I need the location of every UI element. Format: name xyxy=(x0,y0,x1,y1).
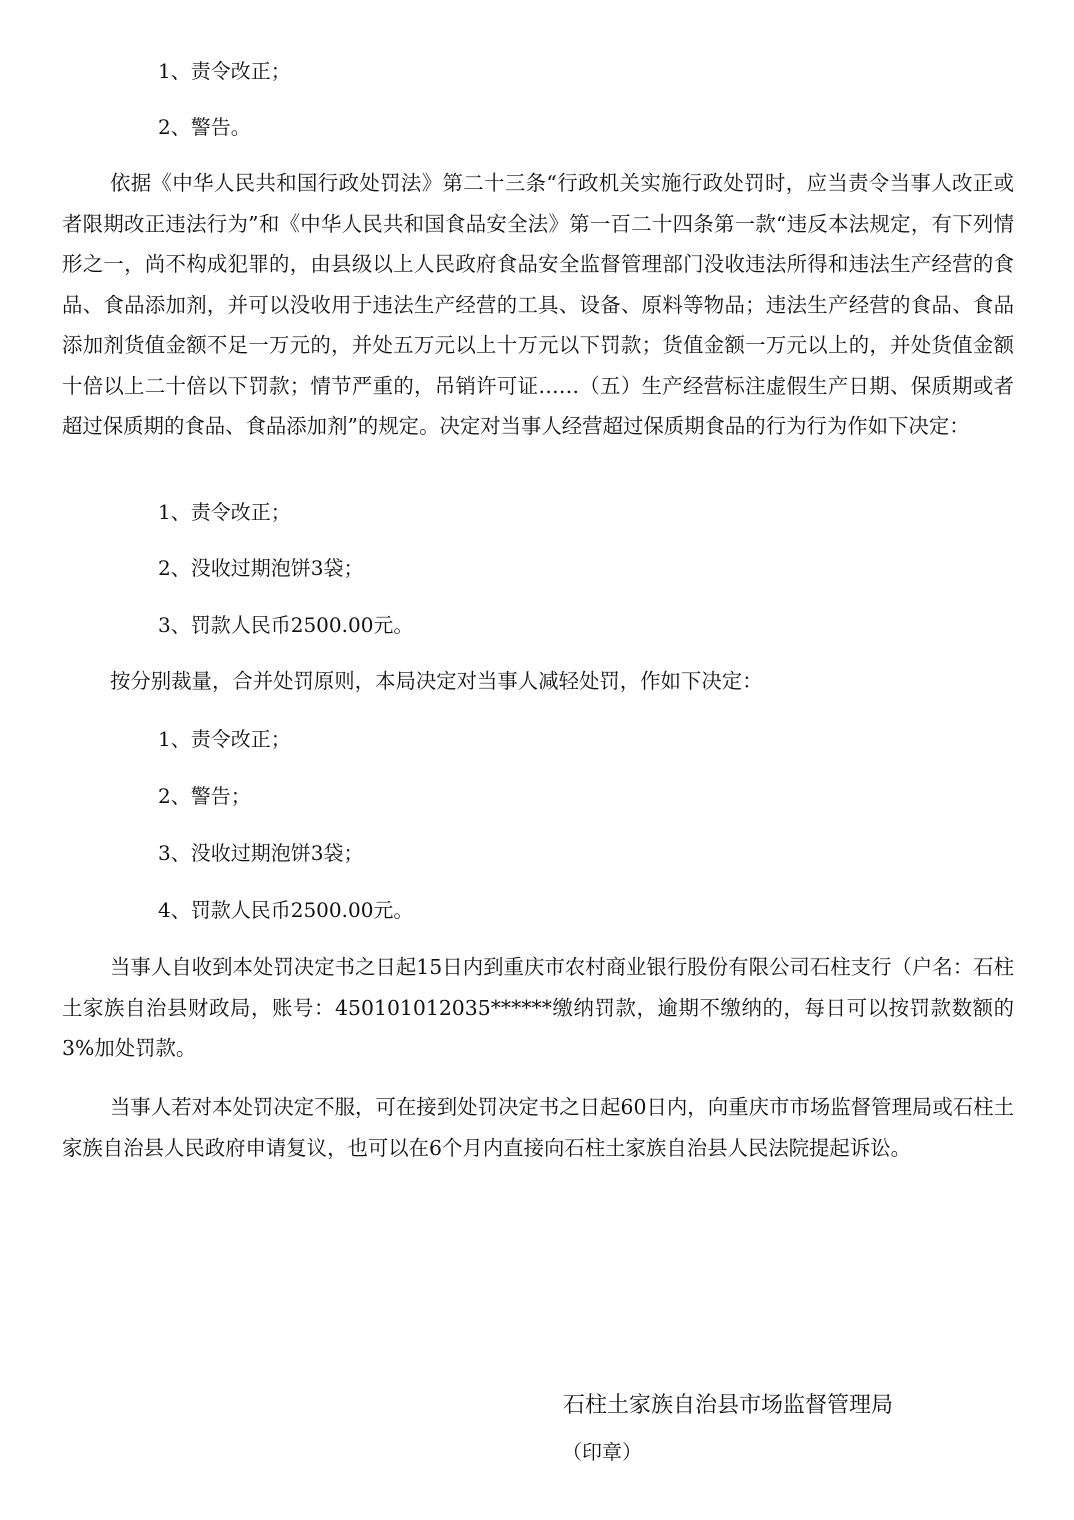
list-item: 3、没收过期泡饼3袋； xyxy=(158,841,364,865)
paragraph-payment: 当事人自收到本处罚决定书之日起15日内到重庆市农村商业银行股份有限公司石柱支行（户名：石柱土家族自治县财政局，账号：450101012035******缴纳罚款，逾期不缴纳的，每日可以按罚款数额的3%加处罚款。 xyxy=(62,955,1014,1060)
list-item: 1、责令改正； xyxy=(158,500,291,524)
list-item: 4、罚款人民币2500.00元。 xyxy=(158,898,414,922)
list-item: 2、没收过期泡饼3袋； xyxy=(158,556,364,580)
list-item: 1、责令改正； xyxy=(158,727,291,751)
list-item: 1、责令改正； xyxy=(158,59,291,83)
list-item: 2、警告； xyxy=(158,784,251,808)
list-item: 3、罚款人民币2500.00元。 xyxy=(158,613,414,637)
signature-organization: 石柱土家族自治县市场监督管理局 xyxy=(563,1393,894,1418)
paragraph-appeal: 当事人若对本处罚决定不服，可在接到处罚决定书之日起60日内，向重庆市市场监督管理局或石柱土家族自治县人民政府申请复议，也可以在6个月内直接向石柱土家族自治县人民法院提起诉讼。 xyxy=(62,1095,1014,1160)
paragraph-legal-basis: 依据《中华人民共和国行政处罚法》第二十三条“行政机关实施行政处罚时，应当责令当事人改正或者限期改正违法行为”和《中华人民共和国食品安全法》第一百二十四条第一款“违反本法规定，有下列情形之一，尚不构成犯罪的，由县级以上人民政府食品安全监督管理部门没收违法所得和违法生产经营的食品、食品添加剂，并可以没收用于违法生产经营的工具、设备、原料等物品；违法生产经营的食品、食品添加剂货值金额不足一万元的，并处五万元以上十万元以下罚款；货值金额一万元以上的，并处货值金额十倍以上二十倍以下罚款；情节严重的，吊销许可证……（五）生产经营标注虚假生产日期、保质期或者超过保质期的食品、食品添加剂”的规定。决定对当事人经营超过保质期食品的行为行为作如下决定： xyxy=(62,171,1014,438)
list-item: 2、警告。 xyxy=(158,115,251,139)
seal-note: （印章） xyxy=(562,1440,642,1464)
paragraph-merge-decision: 按分别裁量，合并处罚原则，本局决定对当事人减轻处罚，作如下决定： xyxy=(110,669,763,693)
